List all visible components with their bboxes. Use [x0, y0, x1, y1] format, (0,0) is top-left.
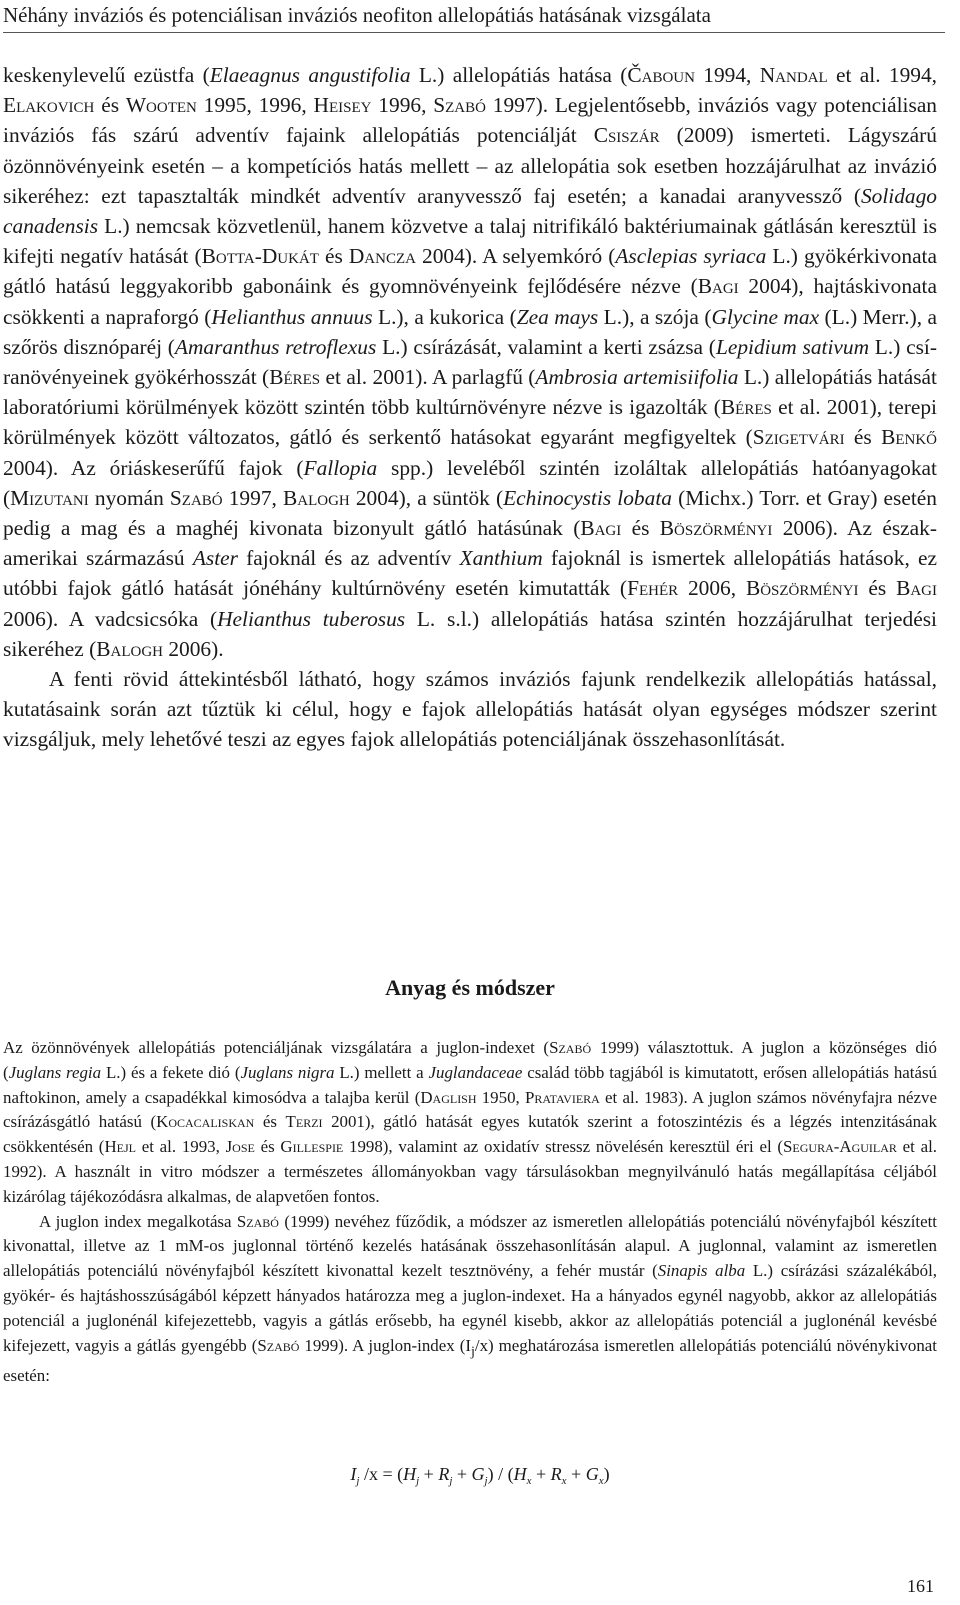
- methods-paragraph-1: Az özönnövények allelopátiás potenciáljának vizsgálatára a juglon-indexet (Szabó 1999) választottuk. A juglon a közönséges dió (Juglans regia L.) és a fekete dió (Juglans nigra L.) mellett a Juglandaceae család több tagjából is kimutatott, erősen allelopátiás hatású naftokinon, amely a csapadékkal kimosódva a talajba kerül (Daglish 1950, Prataviera et al. 1983). A juglon számos növényfajra nézve csírázásgátló hatású (Kocacaliskan és Terzi 2001), gátló hatását egyes kutatók szerint a fotoszintézis és a légzés intenzitásának csökkentésén (Hejl et al. 1993, Jose és Gillespie 1998), valamint az oxidatív stressz növelésén keresztül éri el (Segura-Aguilar et al. 1992). A használt in vitro módszer a természetes állományokban vagy társulásokban megnyilvánuló hatás megállapítása céljából kizárólag tájékozódásra alkalmas, de alapvetően fontos.: [3, 1038, 938, 1206]
- intro-section: [3, 60, 937, 755]
- intro-paragraph-1: keskenylevelű ezüstfa (Elaeagnus angustifolia L.) allelopátiás hatása (Čaboun 1994, Nandal et al. 1994, Elakovich és Wooten 1995, 1996, Heisey 1996, Szabó 1997). Legjelentősebb, inváziós vagy potenciálisan inváziós fás szárú adventív fajaink allelopátiás potenciálját Csiszár (2009) ismerteti. Lágyszárú özönnövényeink esetén – a kompetíciós hatás mellett – az allelopátia sok esetben hozzájárulhat az invázió sikeréhez: ezt tapasztalták mindkét adventív aranyvessző faj esetén; a kanadai aranyvessző (Solidago canadensis L.) nemcsak közvetlenül, hanem közvetve a talaj nitrifikáló baktériumainak gátlásán keresztül is kifejti negatív hatását (Botta-Dukát és Dancza 2004). A selyemkóró (Asclepias syriaca L.) gyökérkivonata gátló hatású leggyakoribb gabonáink és gyomnövényeink fejlődésére nézve (Bagi 2004), hajtáskivonata csökkenti a napraforgó (Helianthus annuus L.), a kukorica (Zea mays L.), a szója (Glycine max (L.) Merr.), a szőrös disznóparéj (Amaranthus retroflexus L.) csírázását, valamint a kerti zsázsa (Lepidium sativum L.) csíranövényeinek gyökérhosszát (Béres et al. 2001). A parlagfű (Ambrosia artemisiifolia L.) allelopátiás hatását laboratóriumi körülmények között szintén több kultúrnövényre nézve is igazolták (Béres et al. 2001), terepi körülmények között változatos, gátló és serkentő hatásokat egyaránt megfigyeltek (Szigetvári és Benkő 2004). Az óriáskeserűfű fajok (Fallopia spp.) leveléből szintén izoláltak allelopátiás hatóanyagokat (Mizutani nyomán Szabó 1997, Balogh 2004), a süntök (Echinocystis lobata (Michx.) Torr. et Gray) esetén pedig a mag és a maghéj kivonata bizonyult gátló hatásúnak (Bagi és Böszörményi 2006). Az észak-amerikai származású Aster fajoknál és az adventív Xanthium fajoknál is ismertek allelopátiás hatások, ez utóbbi fajok gátló hatását jónéhány kultúrnövény esetén kimutatták (Fehér 2006, Böszörményi és Bagi 2006). A vadcsicsóka (Helianthus tuberosus L. s.l.) allelopátiás hatása szintén hozzájárulhat terjedési sikeréhez (Balogh 2006).: [3, 63, 938, 661]
- juglon-index-formula: $I_j$ $/x = (H_j + R_j + G_j) / (H_x + R_x + G_x)$: [350, 1464, 610, 1487]
- intro-paragraph-2: A fenti rövid áttekintésből látható, hogy számos inváziós fajunk rendelkezik allelopátiás hatással, kutatásaink során azt tűztük ki célul, hogy e fajok allelopátiás hatását olyan egységes módszer szerint vizsgáljuk, mely lehetővé teszi az egyes fajok allelopátiás potenciáljának összehasonlítását.: [3, 667, 937, 752]
- page-number: 161: [907, 1576, 934, 1596]
- methods-section: [3, 1036, 937, 1389]
- methods-paragraph-2: A juglon index megalkotása Szabó (1999) nevéhez fűződik, a módszer az ismeretlen allelopátiás potenciálú növényfajból készített kivonattal, illetve az 1 mM-os juglonnal történő kezelés hatásának összehasonlításán alapul. A juglonnal, valamint az ismeretlen allelopátiás potenciálú növényfajból készített kivonattal kezelt tesztnövény, a fehér mustár (Sinapis alba L.) csírázási százalékából, gyökér- és hajtáshosszúságából képzett hányados határozza meg a juglon-indexet. Ha a hányados egynél nagyobb, akkor az allelopátiás potenciál a juglonénál kifejezettebb, vagyis a gátlás erősebb, ha egynél kisebb, akkor az allelopátiás potenciál a juglonénál kevésbé kifejezett, vagyis a gátlás gyengébb (Szabó 1999). A juglon-index $(I_j/x)$ meghatározása ismeretlen allelopátiás potenciálú növénykivonat esetén:: [3, 1211, 938, 1385]
- section-title: Anyag és módszer: [385, 975, 555, 1000]
- running-header: Néhány inváziós és potenciálisan inváziós neofiton allelopátiás hatásának vizsgálata: [3, 2, 945, 33]
